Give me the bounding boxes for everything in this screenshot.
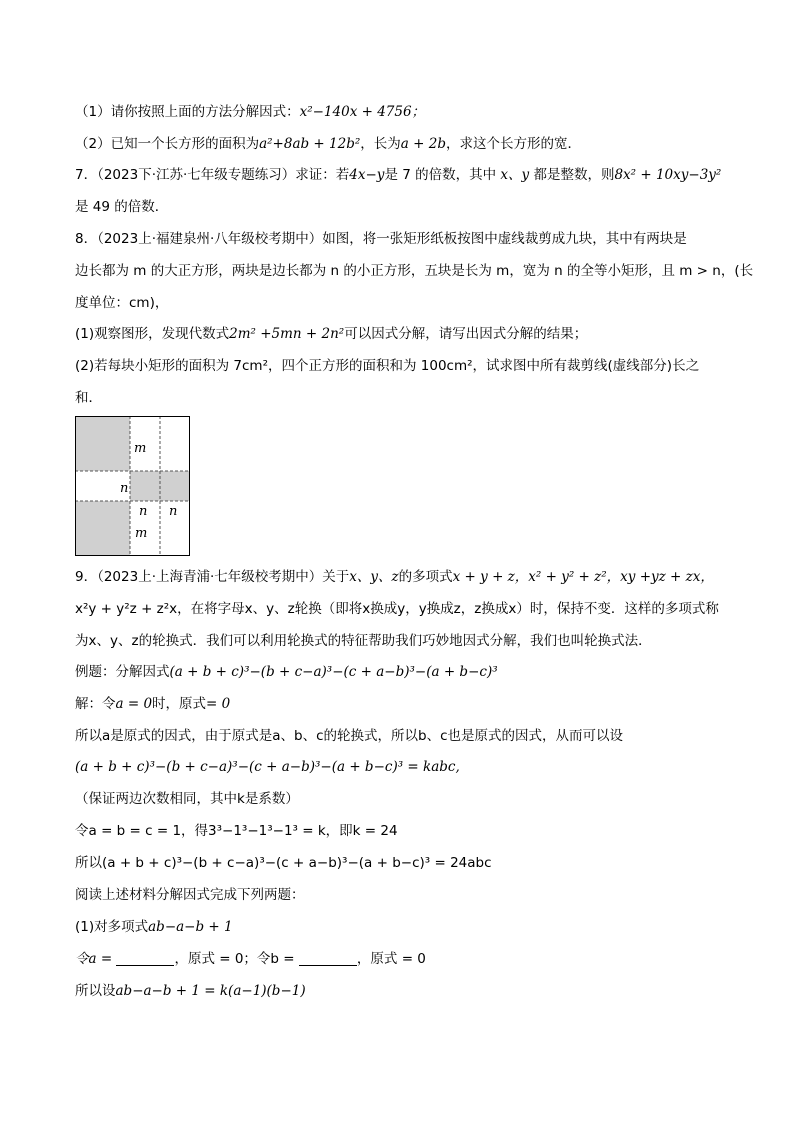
p9-line1 bbox=[75, 568, 714, 586]
p6-q2-area: a²+8ab + 12b² bbox=[259, 136, 361, 152]
label-n-right: n bbox=[169, 504, 178, 519]
p7-line1 bbox=[75, 166, 721, 184]
p7-prefix: 7．（2023下·江苏·七年级专题练习）求证：若 bbox=[75, 167, 350, 183]
label-n-middle: n bbox=[139, 504, 148, 519]
p9-sol-label: 解：令 bbox=[75, 696, 116, 712]
p8-sub1-expr: 2m² +5mn + 2n² bbox=[229, 326, 345, 342]
label-n-left: n bbox=[120, 481, 129, 496]
p7-mid1: 是 7 的倍数，其中 bbox=[384, 167, 497, 183]
p9-q1-fill-mid2: ，原式 = 0 bbox=[356, 951, 426, 967]
big-square-top bbox=[75, 416, 130, 471]
p9-q1-set-expr: ab−a−b + 1 = k(a−1)(b−1) bbox=[115, 983, 306, 999]
p9-line2: x²y + y²z + z²x，在将字母x、y、z轮换（即将x换成y，y换成z，z换成x）时，保持不变．这样的多项式称 bbox=[75, 601, 719, 617]
p7-e1: 4x−y bbox=[349, 167, 385, 183]
answer-blank-b[interactable] bbox=[299, 951, 357, 966]
p6-q2-text: （2）已知一个长方形的面积为 bbox=[75, 136, 260, 152]
answer-blank-a[interactable] bbox=[116, 951, 174, 966]
p8-sub1-prefix: (1)观察图形，发现代数式 bbox=[75, 326, 230, 342]
small-square-center bbox=[130, 471, 160, 501]
p8-line2: 边长都为 m 的大正方形，两块是边长都为 n 的小正方形，五块是长为 m，宽为 n 的全等小矩形，且 m > n，(长 bbox=[75, 263, 754, 279]
p9-solution bbox=[75, 695, 230, 713]
p9-sol-expr: a = 0 bbox=[115, 696, 153, 712]
p8-line3: 度单位：cm)， bbox=[75, 295, 169, 311]
p8-sub1 bbox=[75, 325, 587, 343]
p6-q2 bbox=[75, 135, 581, 153]
p6-q1-expr: x²−140x + 4756； bbox=[299, 104, 426, 120]
p9-vars: x、y、z bbox=[349, 569, 399, 585]
p9-mid: 的多项式 bbox=[398, 569, 453, 585]
p8-sub2-line2: 和． bbox=[75, 390, 102, 406]
p9-example-expr: (a + b + c)³−(b + c−a)³−(c + a−b)³−(a + b−c)³ bbox=[169, 664, 498, 680]
p9-q1-set-prefix: 所以设 bbox=[75, 983, 116, 999]
p8-line1: 8．（2023上·福建泉州·八年级校考期中）如图，将一张矩形纸板按图中虚线裁剪成九块，其中有两块是 bbox=[75, 231, 687, 247]
p9-q1-fill-a: 令a = bbox=[75, 951, 113, 967]
p6-q1 bbox=[75, 103, 425, 121]
p9-note: （保证两边次数相同，其中k是系数） bbox=[75, 791, 299, 807]
p9-reason: 所以a是原式的因式，由于原式是a、b、c的轮换式，所以b、c也是原式的因式，从而可以设 bbox=[75, 728, 624, 744]
p9-q1-head bbox=[75, 918, 233, 936]
cut-diagram bbox=[75, 416, 190, 556]
p9-q1-fill bbox=[75, 950, 426, 968]
p8-sub1-suffix: 可以因式分解，请写出因式分解的结果； bbox=[344, 326, 588, 342]
p6-q2-len: a + 2b bbox=[400, 136, 446, 152]
p6-q2-mid: ，长为 bbox=[360, 136, 401, 152]
p9-q1-prefix: (1)对多项式 bbox=[75, 919, 149, 935]
label-m-top: m bbox=[134, 441, 147, 456]
p9-q1-set bbox=[75, 982, 306, 1000]
p9-prefix: 9．（2023上·上海青浦·七年级校考期中）关于 bbox=[75, 569, 350, 585]
p9-sol-mid: 时，原式 bbox=[152, 696, 207, 712]
label-m-bottom: m bbox=[135, 526, 148, 541]
p9-e1: x + y + z，x² + y² + z²，xy +yz + zx， bbox=[452, 569, 714, 585]
p9-read: 阅读上述材料分解因式完成下列两题： bbox=[75, 887, 305, 903]
p9-result: 所以(a + b + c)³−(b + c−a)³−(c + a−b)³−(a + b−c)³ = 24abc bbox=[75, 855, 492, 871]
p9-sol-end: = 0 bbox=[206, 696, 231, 712]
p7-vars: x、y bbox=[500, 167, 530, 183]
p7-mid2: 都是整数，则 bbox=[533, 167, 615, 183]
p6-q2-end: ，求这个长方形的宽． bbox=[445, 136, 581, 152]
p8-sub2-line1: (2)若每块小矩形的面积为 7cm²，四个正方形的面积和为 100cm²，试求图中所有裁剪线(虚线部分)长之 bbox=[75, 358, 700, 374]
big-square-bottom bbox=[75, 501, 130, 556]
p9-q1-fill-mid1: ，原式 = 0；令b = bbox=[174, 951, 295, 967]
p9-example-label: 例题：分解因式 bbox=[75, 664, 170, 680]
small-square-right bbox=[160, 471, 190, 501]
p6-q1-text: （1）请你按照上面的方法分解因式： bbox=[75, 104, 300, 120]
p9-example bbox=[75, 663, 498, 681]
p7-line2: 是 49 的倍数． bbox=[75, 199, 169, 215]
cut-diagram-svg bbox=[75, 416, 190, 556]
p7-e2: 8x² + 10xy−3y² bbox=[614, 167, 722, 183]
p9-q1-expr: ab−a−b + 1 bbox=[148, 919, 233, 935]
p9-let: 令a = b = c = 1，得3³−1³−1³−1³ = k，即k = 24 bbox=[75, 823, 398, 839]
p9-line3: 为x、y、z的轮换式．我们可以利用轮换式的特征帮助我们巧妙地因式分解，我们也叫轮换式法． bbox=[75, 633, 652, 649]
p9-setup: (a + b + c)³−(b + c−a)³−(c + a−b)³−(a + b−c)³ = kabc, bbox=[75, 759, 460, 775]
